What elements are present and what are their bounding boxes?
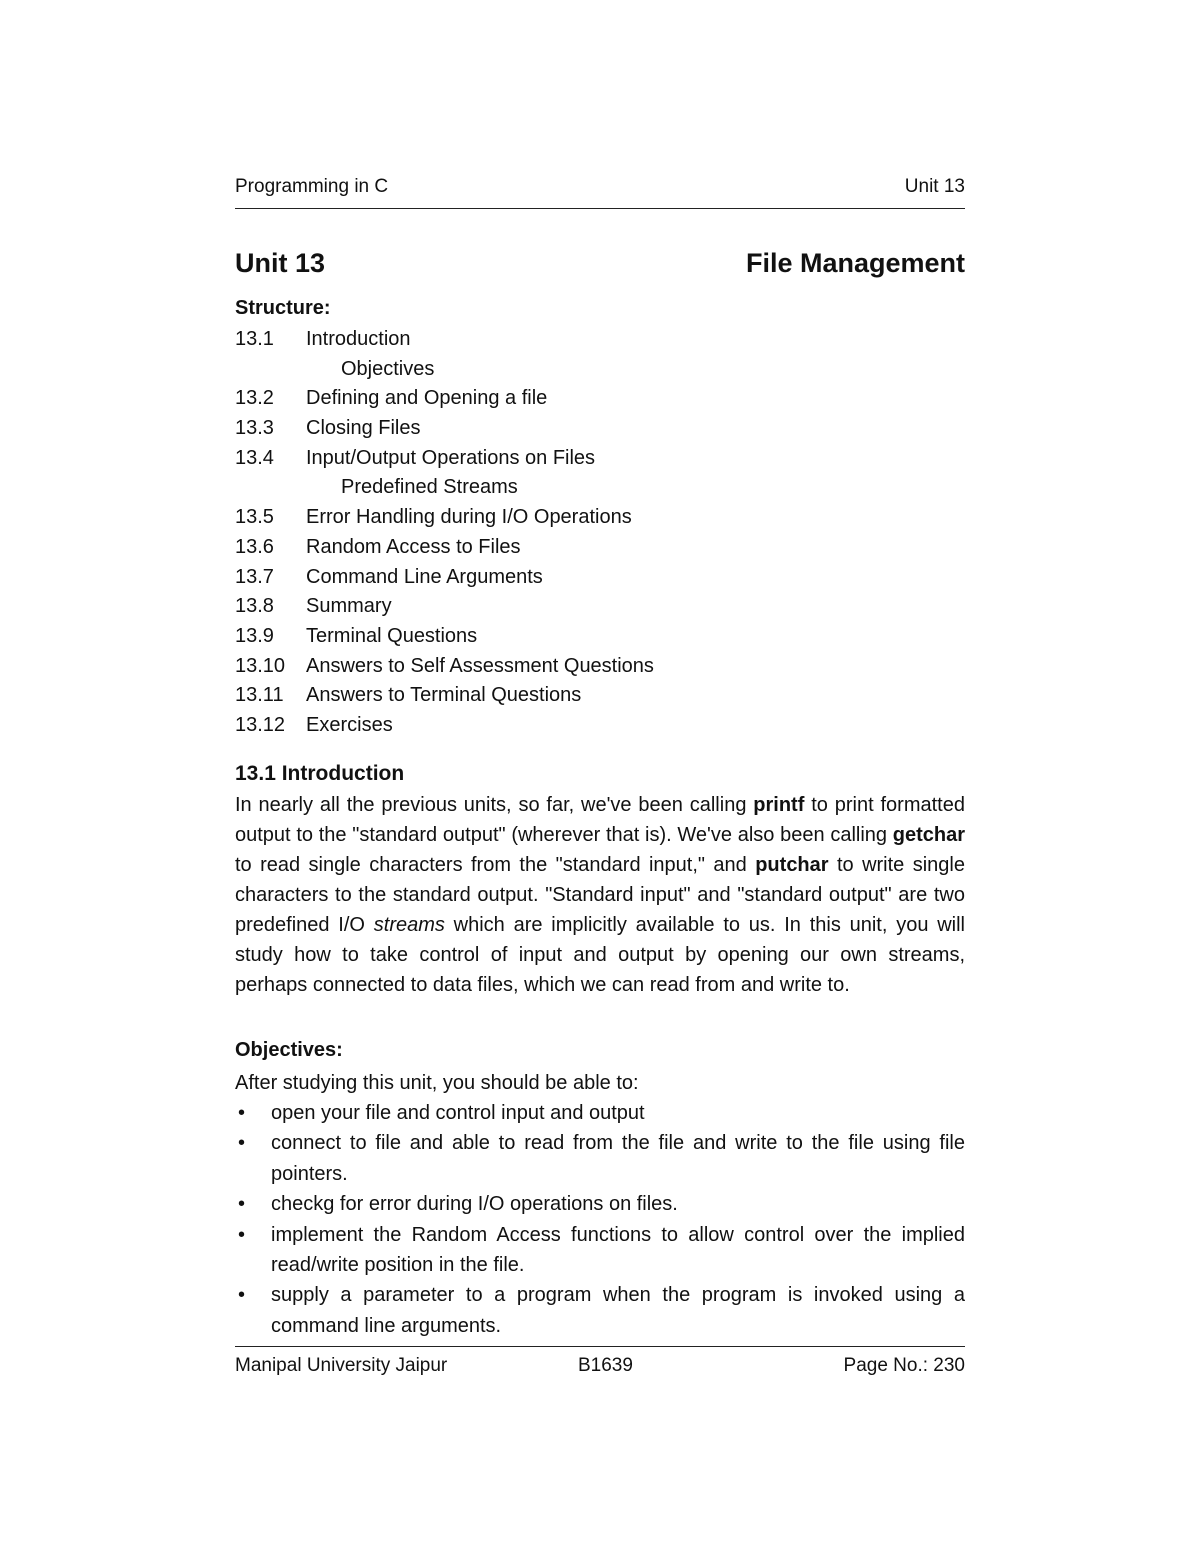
bullet-icon: • [238,1284,246,1307]
intro-text: to write single characters to the standard output. "Standard input" and "standard output" are two predefined I/O [235,854,965,936]
objective-text: checkg for error during I/O operations on files. [271,1193,678,1216]
objective-item [235,1280,965,1341]
structure-list [235,324,965,740]
toc-number: 13.10 [235,654,286,677]
toc-number: 13.1 [235,328,274,350]
toc-item [235,651,965,681]
bullet-icon: • [238,1132,246,1155]
footer-university: Manipal University Jaipur [235,1355,448,1376]
bullet-icon: • [238,1193,246,1216]
objective-text: implement the Random Access functions to allow control over the implied read/write position in the file. [271,1223,965,1277]
toc-subitem [235,472,965,502]
toc-label: Exercises [306,713,393,736]
toc-item [235,532,965,562]
footer-course-code: B1639 [578,1355,633,1376]
toc-number: 13.7 [235,565,274,588]
objective-text: open your file and control input and output [271,1102,645,1124]
objective-text: supply a parameter to a program when the program is invoked using a command line arguments. [271,1284,965,1337]
toc-subitem [235,354,965,384]
toc-label: Random Access to Files [306,535,521,558]
objective-text: connect to file and able to read from the file and write to the file using file pointers. [271,1132,965,1185]
intro-text: In nearly all the previous units, so far, we've been calling [235,794,754,816]
intro-text: to read single characters from the "standard input," and [235,854,756,876]
objectives-intro: After studying this unit, you should be able to: [235,1072,639,1094]
toc-item [235,413,965,443]
toc-label: Objectives [341,357,435,380]
toc-label: Defining and Opening a file [306,387,548,410]
toc-label: Terminal Questions [306,624,478,647]
header-unit: Unit 13 [904,176,965,197]
toc-label: Introduction [306,328,411,350]
unit-name: File Management [745,248,965,278]
page-header [235,176,965,209]
unit-number: Unit 13 [235,248,326,278]
toc-item [235,502,965,532]
objective-item [235,1189,965,1219]
unit-title [235,248,965,279]
toc-label: Answers to Terminal Questions [306,684,582,707]
toc-number: 13.8 [235,595,274,618]
objective-item [235,1098,965,1128]
objective-item [235,1128,965,1189]
toc-label: Closing Files [306,417,421,440]
toc-label: Error Handling during I/O Operations [306,506,632,529]
toc-item [235,591,965,621]
section-heading-introduction: 13.1 Introduction [235,762,405,785]
page-footer [235,1346,965,1383]
toc-item [235,621,965,651]
toc-label: Predefined Streams [341,476,518,499]
toc-number: 13.6 [235,535,274,558]
keyword-getchar: getchar [892,824,965,846]
toc-label: Input/Output Operations on Files [306,446,596,469]
toc-number: 13.5 [235,506,274,529]
toc-number: 13.11 [235,684,284,707]
toc-item [235,383,965,413]
objectives-heading: Objectives: [235,1039,343,1061]
toc-item [235,562,965,592]
toc-item [235,710,965,740]
intro-text: to print formatted output to the "standard output" (wherever that is). We've also been calling [235,794,965,846]
structure-heading: Structure: [235,297,331,319]
bullet-icon: • [238,1102,246,1124]
toc-item [235,443,965,473]
toc-number: 13.3 [235,417,274,440]
toc-label: Command Line Arguments [306,565,543,588]
introduction-paragraph [235,790,965,1000]
toc-number: 13.9 [235,624,274,647]
toc-number: 13.2 [235,387,274,410]
objectives-list [235,1098,965,1341]
keyword-putchar: putchar [755,854,829,876]
toc-number: 13.12 [235,713,286,736]
toc-item [235,324,965,354]
objective-item [235,1220,965,1281]
footer-page-number: Page No.: 230 [843,1355,965,1376]
intro-text: which are implicitly available to us. In this unit, you will study how to take control of input and output by opening our own streams, perhaps connected to data files, which we can read from and write to. [235,914,965,996]
toc-label: Answers to Self Assessment Questions [306,654,654,677]
keyword-printf: printf [753,794,805,816]
term-streams: streams [373,914,445,936]
bullet-icon: • [238,1223,246,1246]
toc-item [235,680,965,710]
toc-number: 13.4 [235,446,274,469]
header-course: Programming in C [235,176,389,197]
toc-label: Summary [306,595,392,618]
